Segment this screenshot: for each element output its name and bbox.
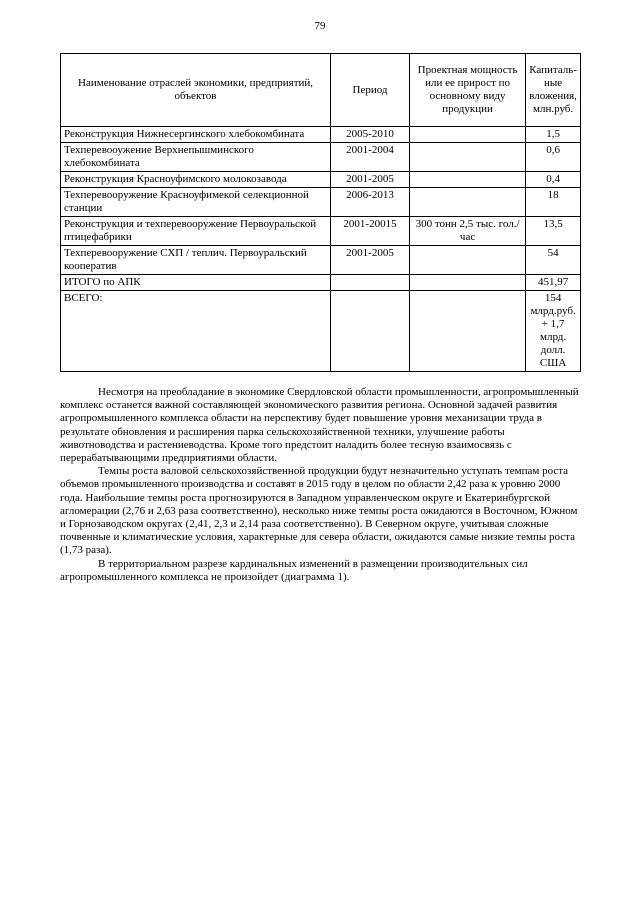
row-capacity (409, 172, 525, 188)
header-capacity: Проектная мощность или ее прирост по основному виду продукции (409, 54, 525, 127)
header-period: Период (331, 54, 410, 127)
paragraph: Несмотря на преобладание в экономике Свердловской области промышленности, агропромышленный комплекс останется важной составляющей экономического развития региона. Основной задачей развития агропромышленного комплекса области на перспективу будет повышение уровня механизации труда в результате обновления и расширения парка сельскохозяйственной техники, улучшение работы животноводства и растениеводства. Кроме того предстоит наладить более тесную взаимосвязь с перерабатывающими предприятиями области. (60, 386, 579, 465)
table-row (61, 172, 581, 188)
table-row (61, 217, 581, 246)
row-capacity: 300 тонн 2,5 тыс. гол./час (409, 217, 525, 246)
row-capacity (409, 291, 525, 372)
investment-table (60, 53, 581, 372)
row-period: 2006-2013 (331, 188, 410, 217)
table-row (61, 246, 581, 275)
row-investment: 54 (526, 246, 581, 275)
table-row (61, 143, 581, 172)
row-period (331, 291, 410, 372)
header-investment: Капиталь-ные вложения, млн.руб. (526, 54, 581, 127)
row-name: Реконструкция Красноуфимского молокозавода (61, 172, 331, 188)
table-row (61, 127, 581, 143)
row-period: 2001-2005 (331, 172, 410, 188)
row-period (331, 275, 410, 291)
table-header-row (61, 54, 581, 127)
row-capacity (409, 188, 525, 217)
row-period: 2001-20015 (331, 217, 410, 246)
row-period: 2005-2010 (331, 127, 410, 143)
row-name: Техперевооружение Красноуфимекой селекционной станции (61, 188, 331, 217)
row-name: ИТОГО по АПК (61, 275, 331, 291)
row-name: Техперевооужение Верхнепышминского хлебокомбината (61, 143, 331, 172)
row-investment: 0,4 (526, 172, 581, 188)
row-name: Реконструкция Нижнесергинского хлебокомбината (61, 127, 331, 143)
row-investment: 18 (526, 188, 581, 217)
table-row-grand-total (61, 291, 581, 372)
row-name: Техперевооружение СХП / теплич. Первоуральский кооператив (61, 246, 331, 275)
header-name: Наименование отраслей экономики, предприятий, объектов (61, 54, 331, 127)
row-period: 2001-2005 (331, 246, 410, 275)
paragraph: Темпы роста валовой сельскохозяйственной продукции будут незначительно уступать темпам роста объемов промышленного производства и составят в 2015 году в целом по области 2,42 раза к уровню 2000 года. Наибольшие темпы роста прогнозируются в Западном управленческом округе и Екатеринбургской агломерации (2,76 и 2,63 раза соответственно), несколько ниже темпы роста ожидаются в Восточном, Южном и Горнозаводском округах (2,41, 2,3 и 2,14 раза соответственно). В Северном округе, учитывая сложные почвенные и климатические условия, характерные для севера области, ожидаются самые низкие темпы роста (1,73 раза). (60, 465, 578, 557)
row-capacity (409, 127, 525, 143)
row-investment: 451,97 (526, 275, 581, 291)
row-name: Реконструкция и техперевооружение Первоуральской птицефабрики (61, 217, 331, 246)
row-capacity (409, 143, 525, 172)
row-investment: 0,6 (526, 143, 581, 172)
row-period: 2001-2004 (331, 143, 410, 172)
row-investment: 1,5 (526, 127, 581, 143)
row-capacity (409, 246, 525, 275)
row-name: ВСЕГО: (61, 291, 331, 372)
row-investment: 154 млрд.руб. + 1,7 млрд. долл. США (526, 291, 581, 372)
page-number: 79 (314, 20, 326, 32)
table-row (61, 188, 581, 217)
body-text (60, 386, 583, 584)
table-row-total (61, 275, 581, 291)
paragraph: В территориальном разрезе кардинальных изменений в размещении производительных сил агропромышленного комплекса не произойдет (диаграмма 1). (60, 557, 528, 583)
row-capacity (409, 275, 525, 291)
row-investment: 13,5 (526, 217, 581, 246)
